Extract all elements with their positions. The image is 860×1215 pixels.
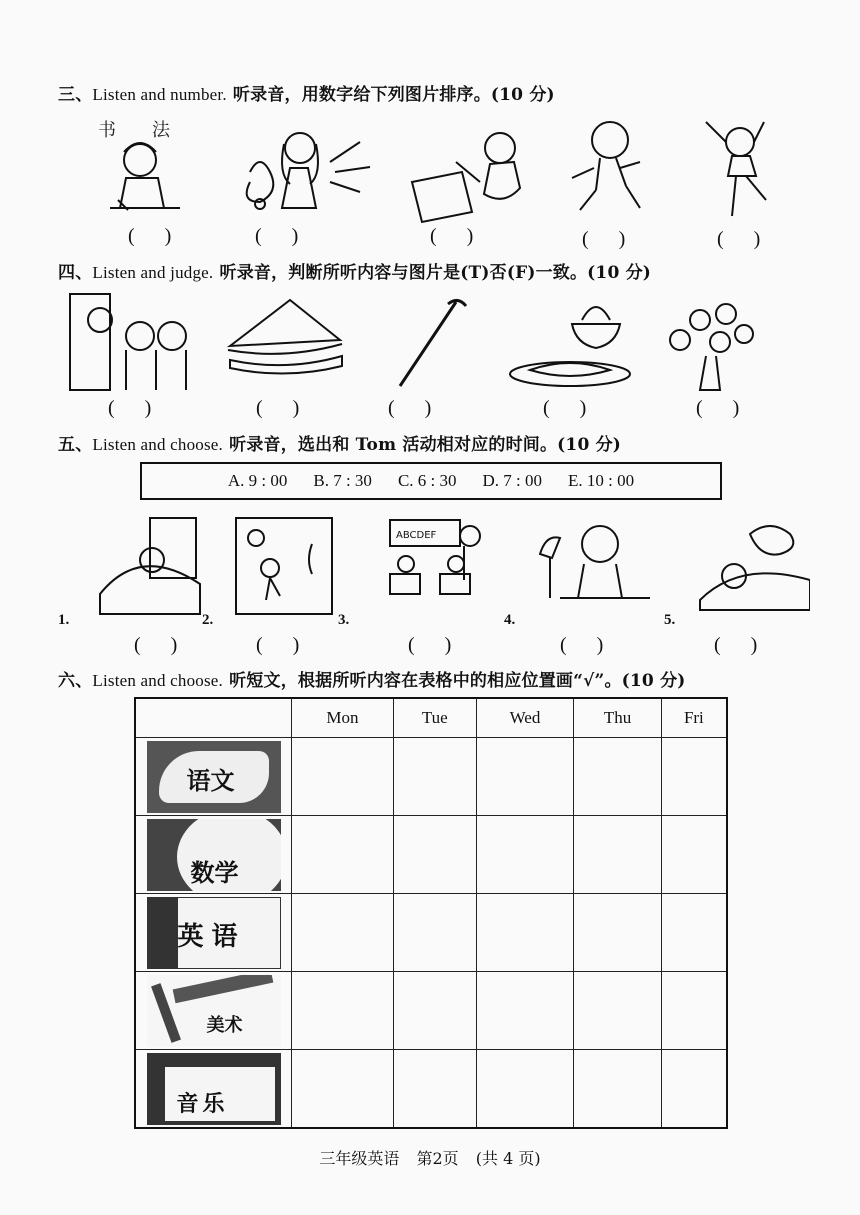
section-6-heading (58, 666, 686, 691)
sandwich-picture (228, 300, 342, 374)
check-cell[interactable] (476, 972, 574, 1050)
section-4-heading (58, 258, 651, 283)
footer-total-pages: (共 4 页) (475, 1149, 541, 1168)
check-cell[interactable] (393, 816, 476, 894)
english-book-cover (147, 897, 281, 969)
answer-bracket[interactable]: ( ) (255, 225, 299, 247)
check-cell[interactable] (574, 894, 661, 972)
footer-page-number: 第2页 (416, 1149, 459, 1168)
section-4-instruction-en: Listen and judge. (92, 263, 214, 282)
chinese-book-cover (147, 741, 281, 813)
column-header-fri: Fri (661, 698, 727, 738)
time-option-b: B. 7 : 30 (313, 471, 372, 490)
boy-going-to-school-picture (236, 518, 332, 614)
check-cell[interactable] (661, 972, 727, 1050)
section-6-number: 六、 (58, 671, 93, 691)
answer-bracket[interactable]: ( ) (717, 228, 761, 250)
check-cell[interactable] (476, 738, 574, 816)
check-cell[interactable] (393, 738, 476, 816)
math-book-cover (147, 819, 281, 891)
answer-bracket[interactable]: ( ) (582, 228, 626, 250)
english-book-title: 英语 (177, 921, 246, 952)
time-option-d: D. 7 : 00 (482, 471, 542, 490)
section-5-instruction-zh: 听录音，选出和 Tom 活动相对应的时间。(10 分) (223, 435, 622, 455)
calligraphy-char-1: 书 (98, 120, 116, 141)
section-6-instruction-zh: 听短文，根据所听内容在表格中的相应位置画“√”。(10 分) (223, 671, 686, 691)
music-book-cell (135, 1050, 292, 1129)
answer-bracket[interactable]: ( ) (108, 397, 152, 419)
time-option-e: E. 10 : 00 (568, 471, 635, 490)
column-header-thu: Thu (574, 698, 661, 738)
check-cell[interactable] (393, 1050, 476, 1129)
section-3-instruction-en: Listen and number. (92, 85, 227, 104)
footer-subject: 三年级英语 (319, 1149, 400, 1168)
walking-stick-picture (400, 300, 466, 386)
column-header-tue: Tue (393, 698, 476, 738)
check-cell[interactable] (292, 816, 394, 894)
flowers-picture (670, 304, 753, 390)
check-cell[interactable] (292, 972, 394, 1050)
check-cell[interactable] (574, 738, 661, 816)
column-header-wed: Wed (476, 698, 574, 738)
check-cell[interactable] (661, 816, 727, 894)
section-5-heading (58, 430, 621, 455)
section-4-instruction-zh: 听录音，判断所听内容与图片是(T)否(F)一致。(10 分) (213, 263, 652, 283)
check-cell[interactable] (574, 816, 661, 894)
check-cell[interactable] (476, 816, 574, 894)
music-book-cover (147, 1053, 281, 1125)
section-4-number: 四、 (58, 263, 93, 283)
answer-bracket[interactable]: ( ) (560, 634, 604, 656)
classroom-picture (390, 520, 480, 594)
section-3-heading (58, 80, 555, 105)
answer-bracket[interactable]: ( ) (714, 634, 758, 656)
rice-and-fish-picture (510, 307, 630, 386)
answer-bracket[interactable]: ( ) (256, 634, 300, 656)
english-book-cell (135, 894, 292, 972)
picture-number-1: 1. (58, 612, 70, 628)
answer-bracket[interactable]: ( ) (430, 225, 474, 247)
girl-singing-picture (247, 133, 370, 209)
boy-running-picture (572, 122, 640, 210)
schedule-table (134, 697, 728, 1129)
check-cell[interactable] (574, 1050, 661, 1129)
time-options-box (140, 462, 722, 500)
page-footer (0, 1146, 860, 1169)
table-corner-cell (135, 698, 292, 738)
art-book-title: 美术 (206, 1014, 243, 1036)
check-cell[interactable] (661, 894, 727, 972)
section-3-pictures (60, 112, 820, 232)
section-3-instruction-zh: 听录音，用数字给下列图片排序。(10 分) (226, 85, 555, 105)
section-3-number: 三、 (58, 85, 93, 105)
check-cell[interactable] (292, 738, 394, 816)
grandparents-at-door-picture (70, 294, 186, 390)
boy-waking-up-picture (100, 518, 200, 614)
table-header-row (135, 698, 727, 738)
answer-bracket[interactable]: ( ) (543, 397, 587, 419)
check-cell[interactable] (292, 1050, 394, 1129)
answer-bracket[interactable]: ( ) (408, 634, 452, 656)
picture-number-3: 3. (338, 612, 350, 628)
check-cell[interactable] (393, 894, 476, 972)
table-row (135, 972, 727, 1050)
math-book-title: 数学 (190, 858, 239, 887)
art-book-cell (135, 972, 292, 1050)
answer-bracket[interactable]: ( ) (388, 397, 432, 419)
table-row (135, 738, 727, 816)
picture-number-4: 4. (504, 612, 516, 628)
blackboard-text: ABCDEF (396, 530, 437, 541)
time-option-a: A. 9 : 00 (227, 471, 288, 490)
section-5-pictures (90, 514, 810, 624)
boy-doing-homework-picture (540, 526, 650, 598)
section-5-instruction-en: Listen and choose. (92, 435, 223, 454)
time-option-c: C. 6 : 30 (397, 471, 457, 490)
check-cell[interactable] (292, 894, 394, 972)
music-book-title: 音乐 (176, 1091, 229, 1117)
check-cell[interactable] (574, 972, 661, 1050)
section-5-number: 五、 (58, 435, 93, 455)
chinese-book-title: 语文 (186, 766, 235, 795)
check-cell[interactable] (661, 1050, 727, 1129)
art-book-cover (147, 975, 281, 1047)
calligraphy-char-2: 法 (152, 120, 170, 141)
girl-calligraphy-picture (98, 120, 180, 210)
answer-bracket[interactable]: ( ) (128, 225, 172, 247)
section-6-instruction-en: Listen and choose. (92, 671, 223, 690)
check-cell[interactable] (661, 738, 727, 816)
girl-dancing-picture (706, 122, 766, 216)
table-row (135, 1050, 727, 1129)
answer-bracket[interactable]: ( ) (134, 634, 178, 656)
chinese-book-cell (135, 738, 292, 816)
girl-drawing-picture (412, 133, 520, 222)
answer-bracket[interactable]: ( ) (696, 397, 740, 419)
picture-number-5: 5. (664, 612, 676, 628)
check-cell[interactable] (476, 894, 574, 972)
table-row (135, 816, 727, 894)
check-cell[interactable] (476, 1050, 574, 1129)
answer-bracket[interactable]: ( ) (256, 397, 300, 419)
column-header-mon: Mon (292, 698, 394, 738)
math-book-cell (135, 816, 292, 894)
section-4-pictures (60, 290, 760, 398)
table-row (135, 894, 727, 972)
picture-number-2: 2. (202, 612, 214, 628)
boy-sleeping-picture (700, 526, 810, 610)
check-cell[interactable] (393, 972, 476, 1050)
